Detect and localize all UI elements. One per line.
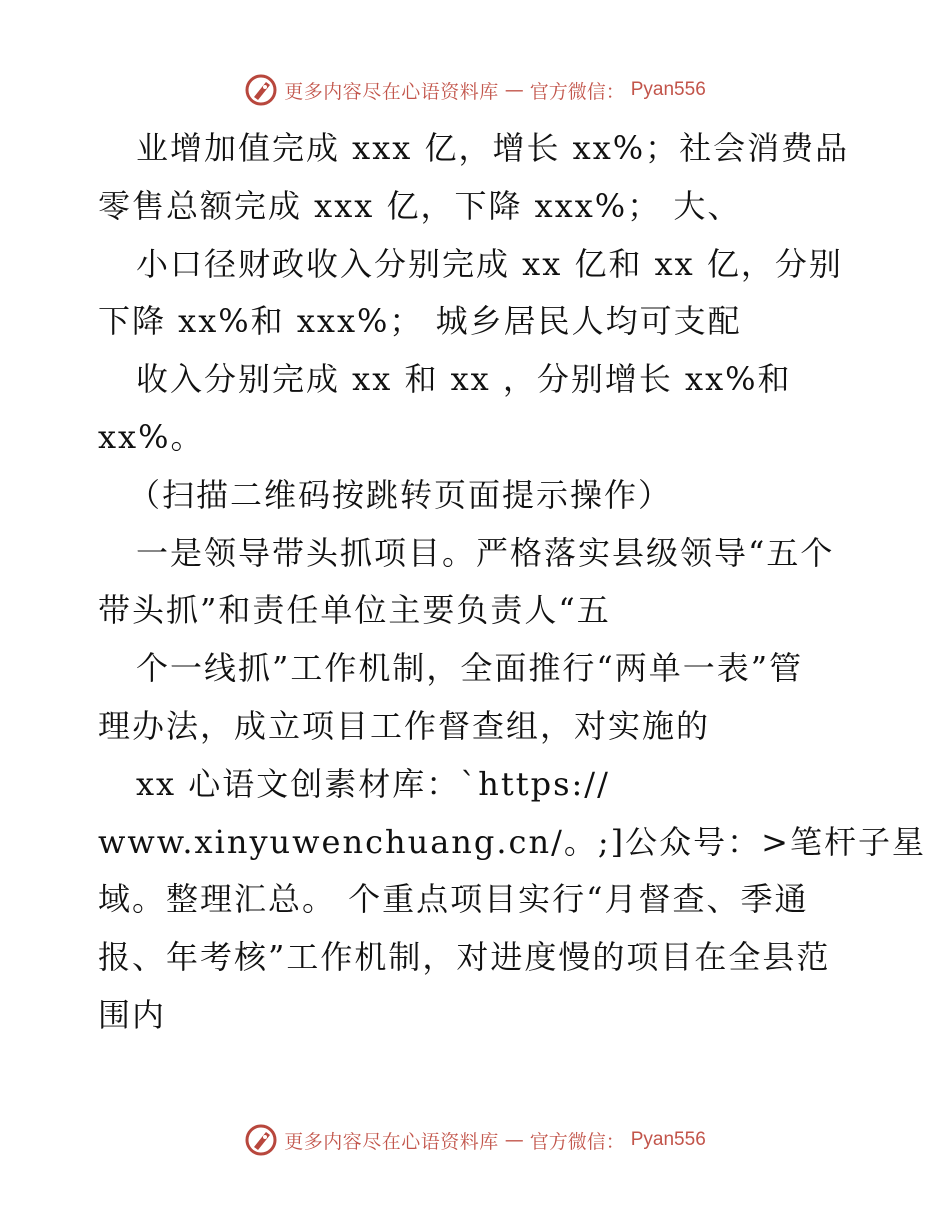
- footer-banner: [0, 1120, 950, 1160]
- body-line: 零售总额完成 xxx 亿，下降 xxx%； 大、: [98, 186, 742, 225]
- body-line: www.xinyuwenchuang.cn/。;]公众号：>笔杆子星: [98, 822, 926, 861]
- footer-dash: —: [504, 1129, 524, 1151]
- body-line: 收入分别完成 xx 和 xx ，分别增长 xx%和: [136, 360, 792, 399]
- body-line: （扫描二维码按跳转页面提示操作）: [128, 475, 673, 514]
- footer-wechat-id: Pyan556: [630, 1129, 706, 1150]
- body-line: 理办法，成立项目工作督查组，对实施的: [98, 706, 711, 745]
- body-line: 个一线抓”工作机制，全面推行“两单一表”管: [136, 649, 804, 688]
- body-line: 带头抓”和责任单位主要负责人“五: [98, 591, 611, 630]
- header-site-name: 更多内容尽在心语资料库: [284, 80, 499, 103]
- body-line: xx%。: [98, 417, 205, 456]
- body-line: xx 心语文创素材库：`https://: [136, 764, 610, 803]
- header-dash: —: [504, 79, 524, 101]
- body-line: 一是领导带头抓项目。严格落实县级领导“五个: [136, 533, 835, 572]
- footer-wechat-label: 官方微信：: [529, 1130, 625, 1153]
- body-line: 围内: [98, 995, 167, 1034]
- footer-site-name: 更多内容尽在心语资料库: [284, 1130, 499, 1153]
- pen-nib-circle-icon: [244, 73, 278, 107]
- body-line: 域。整理汇总。 个重点项目实行“月督查、季通: [98, 880, 809, 919]
- header-banner: [0, 70, 950, 110]
- body-line: 下降 xx%和 xxx%； 城乡居民人均可支配: [98, 302, 742, 341]
- body-line: 业增加值完成 xxx 亿，增长 xx%；社会消费品: [136, 129, 850, 167]
- body-line: 小口径财政收入分别完成 xx 亿和 xx 亿，分别: [136, 244, 843, 283]
- header-wechat-id: Pyan556: [630, 79, 706, 100]
- body-line: 报、年考核”工作机制，对进度慢的项目在全县范: [98, 938, 831, 977]
- pen-nib-circle-icon: [244, 1123, 278, 1157]
- document-body: [98, 120, 926, 1045]
- header-wechat-label: 官方微信：: [529, 80, 625, 103]
